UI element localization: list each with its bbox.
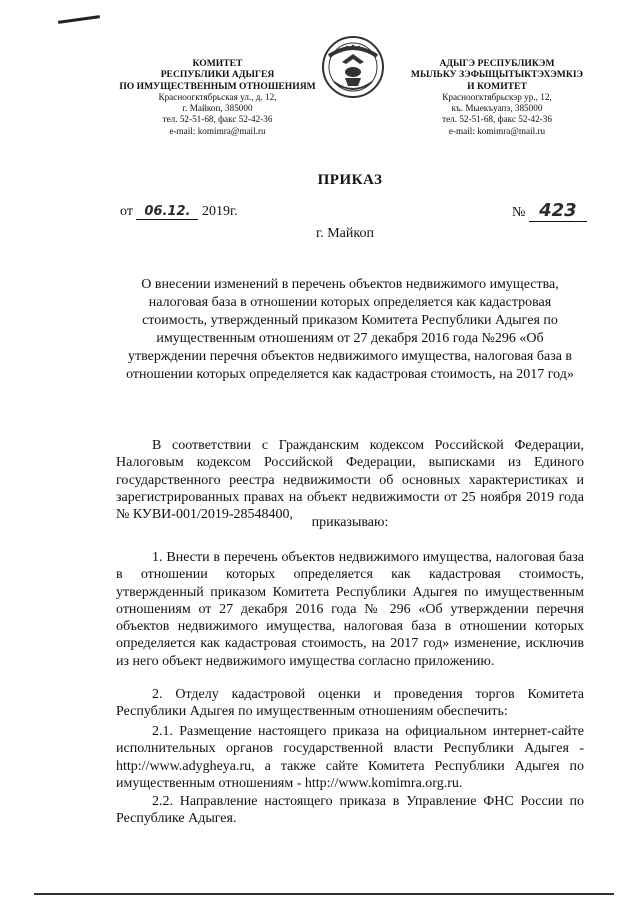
item-2-paragraph: 2. Отделу кадастровой оценки и проведения торгов Комитета Республики Адыгея по имущественным отношениям обеспечить: [116,687,584,720]
preamble-paragraph: В соответствии с Гражданским кодексом Российской Федерации, Налоговым кодексом Российской Федерации, выписками из Единого государственного реестра недвижимости об основных характеристиках и зарегистрированных правах на объект недвижимости от 25 ноября 2019 года № КУВИ-001/2019-28548400, [116,438,584,523]
right-header-email: e-mail: komimra@mail.ru [448,125,546,136]
city: г. Майкоп [316,226,374,241]
left-header-postal: г. Майкоп, 385000 [182,103,253,114]
order-date [120,204,238,220]
right-header-phone: тел. 52-51-68, факс 52-42-36 [442,114,552,125]
right-header-block [392,58,602,137]
right-header-line2: МЫЛЬКУ ЗЭФЫЩЫТЫКТЭХЭМКIЭ [410,69,584,81]
coat-of-arms-icon [320,34,386,100]
right-header-line3: И КОМИТЕТ [467,80,527,92]
order-word: приказываю: [311,515,389,530]
right-header-address: Красноогктябрьскэр ур., 12, [442,91,552,102]
bottom-rule [34,893,614,895]
order-number [512,200,587,222]
number-prefix: № [512,205,526,220]
right-header-line1: АДЫГЭ РЕСПУБЛИКЭМ [439,58,555,69]
item-2-2-paragraph: 2.2. Направление настоящего приказа в Управление ФНС России по Республике Адыгея. [116,794,584,827]
item-2-1-paragraph: 2.1. Размещение настоящего приказа на официальном интернет-сайте исполнительных органов государственной власти Республики Адыгея - http://www.adygheya.ru, а также сайте Комитета Республики Адыгея по имущественным отношениям - http://www.komimra.org.ru. [116,724,584,791]
date-prefix: от [120,204,133,219]
handwritten-number: 423 [529,200,587,222]
left-header-line2: РЕСПУБЛИКИ АДЫГЕЯ [160,69,275,81]
left-header-line1: КОМИТЕТ [192,58,243,69]
left-header-phone: тел. 52-51-68, факс 52-42-36 [162,114,273,125]
handwritten-date: 06.12. [136,204,198,220]
left-header-block [110,58,325,137]
date-year: 2019г. [201,204,238,219]
left-header-email: e-mail: komimra@mail.ru [169,125,266,136]
document-title: ПРИКАЗ [317,172,383,188]
left-header-address: Красноогктябрьская ул., д. 12, [158,91,277,102]
item-1-paragraph: 1. Внести в перечень объектов недвижимого имущества, налоговая база в отношении которых определяется как кадастровая стоимость, утвержденный приказом Комитета Республики Адыгея по имущественным отношениям от 27 декабря 2016 года № 296 «Об утверждении перечня объектов недвижимого имущества, налоговая база в отношении которых определяется как кадастровая стоимость, на 2017 год» изменение, исключив из него объект недвижимого имущества согласно приложению. [116,550,584,669]
order-subject: О внесении изменений в перечень объектов недвижимого имущества, налоговая база в отношении которых определяется как кадастровая стоимость, утвержденный приказом Комитета Республики Адыгея по имущественным отношениям от 27 декабря 2016 года №296 «Об утверждении перечня объектов недвижимого имущества, налоговая база в отношении которых определяется как кадастровая стоимость, на 2017 год» [126,277,574,382]
left-header-line3: ПО ИМУЩЕСТВЕННЫМ ОТНОШЕНИЯМ [119,80,316,92]
scan-artifact-mark [58,15,100,24]
right-header-postal: къ. Мыекъуапэ, 385000 [451,103,543,114]
